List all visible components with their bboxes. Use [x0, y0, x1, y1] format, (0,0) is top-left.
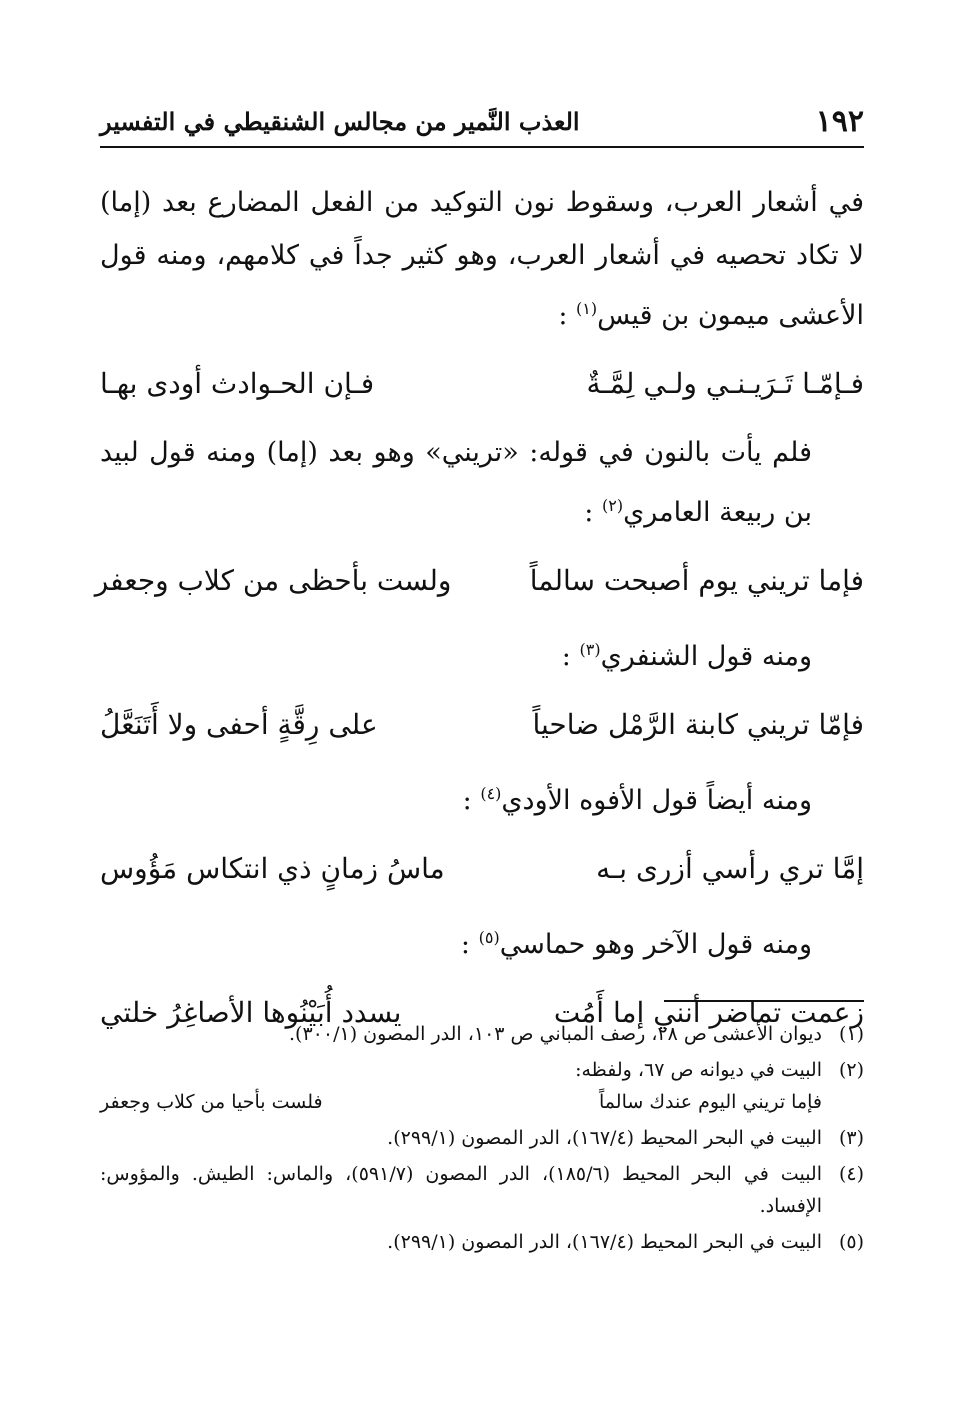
footnote-number: (١) — [838, 1023, 864, 1045]
footnote-number: (٥) — [838, 1231, 864, 1253]
verse-3 — [100, 697, 864, 753]
footnotes — [100, 1018, 864, 1262]
footnote-verse-second: فلست بأحيا من كلاب وجعفر — [100, 1091, 323, 1113]
paragraph-5 — [100, 911, 864, 971]
footnote-text: البيت في البحر المحيط (١٦٧/٤)، الدر المصون (٢٩٩/١). — [387, 1231, 822, 1253]
footnote-divider — [664, 1000, 864, 1002]
footnote-3 — [100, 1122, 864, 1154]
footnote-ref[interactable]: (٣) — [579, 640, 601, 659]
footnote-verse — [100, 1086, 822, 1118]
page-number: ١٩٢ — [815, 103, 864, 139]
paragraph-text: فلم يأت بالنون في قوله: «تريني» وهو بعد (إما) ومنه قول لبيد بن ربيعة العامري — [100, 437, 812, 528]
verse-second-hemistich: يسدد أُبَيْنُوها الأصاغِرُ خلتي — [100, 996, 402, 1029]
paragraph-colon: : — [584, 497, 594, 528]
paragraph-2 — [100, 426, 864, 539]
paragraph-text: ومنه قول الآخر وهو حماسي — [499, 929, 812, 960]
paragraph-colon: : — [561, 641, 571, 672]
paragraph-text: ومنه أيضاً قول الأفوه الأودي — [501, 785, 812, 816]
footnote-verse-first: فإما تريني اليوم عندك سالماً — [599, 1091, 822, 1113]
verse-first-hemistich: فإمّا تريني كابنة الرَّمْل ضاحياً — [532, 708, 864, 741]
paragraph-colon: : — [558, 300, 568, 331]
verse-first-hemistich: فـإمّـا تَـرَيـنـي ولـي لِمَّـةٌ — [586, 367, 864, 400]
footnote-4 — [100, 1158, 864, 1222]
paragraph-colon: : — [462, 785, 472, 816]
paragraph-1 — [100, 176, 864, 342]
verse-second-hemistich: ولست بأحظى من كلاب وجعفر — [94, 564, 452, 597]
footnote-number: (٢) — [838, 1059, 864, 1081]
footnote-ref[interactable]: (١) — [576, 299, 598, 318]
footnote-text: ديوان الأعشى ص ٢٨، رصف المباني ص ١٠٣، الدر المصون (٣٠٠/١). — [289, 1023, 822, 1045]
verse-second-hemistich: على رِقَّةٍ أحفى ولا أَتَنَعَّلُ — [100, 708, 378, 741]
paragraph-3 — [100, 623, 864, 683]
page-header — [100, 96, 864, 148]
paragraph-text: ومنه قول الشنفري — [600, 641, 812, 672]
footnote-ref[interactable]: (٤) — [480, 784, 502, 803]
verse-second-hemistich: فـإن الحـوادث أودى بهـا — [100, 367, 375, 400]
footnote-number: (٤) — [838, 1163, 864, 1185]
verse-first-hemistich: فإما تريني يوم أصبحت سالماً — [529, 564, 864, 597]
verse-4 — [100, 841, 864, 897]
verse-first-hemistich: إمَّا تري رأسي أزرى بـه — [596, 852, 864, 885]
footnote-text: البيت في البحر المحيط (١٨٥/٦)، الدر المصون (٥٩١/٧)، والماس: الطيش. والمؤوس: الإفساد. — [100, 1163, 822, 1217]
verse-1 — [100, 356, 864, 412]
footnote-text: البيت في ديوانه ص ٦٧، ولفظه: — [575, 1059, 822, 1081]
verse-second-hemistich: ماسُ زمانٍ ذي انتكاس مَؤُوس — [100, 852, 445, 885]
running-title: العذب النَّمير من مجالس الشنقيطي في التفسير — [100, 106, 580, 136]
footnote-text: البيت في البحر المحيط (١٦٧/٤)، الدر المصون (٢٩٩/١). — [387, 1127, 822, 1149]
paragraph-text: في أشعار العرب، وسقوط نون التوكيد من الفعل المضارع بعد (إما) لا تكاد تحصيه في أشعار العرب، وهو كثير جداً في كلامهم، ومنه قول الأعشى ميمون بن قيس — [100, 187, 864, 331]
footnote-number: (٣) — [838, 1127, 864, 1149]
footnote-ref[interactable]: (٥) — [478, 928, 500, 947]
main-text — [94, 176, 864, 1055]
footnote-5 — [100, 1226, 864, 1258]
footnote-ref[interactable]: (٢) — [601, 496, 624, 515]
verse-2 — [94, 553, 864, 609]
footnote-1 — [100, 1018, 864, 1050]
footnote-2 — [100, 1054, 864, 1118]
paragraph-4 — [100, 767, 864, 827]
verse-first-hemistich: زعمت تماضر أنني إما أَمُت — [553, 996, 864, 1029]
paragraph-colon: : — [460, 929, 471, 960]
